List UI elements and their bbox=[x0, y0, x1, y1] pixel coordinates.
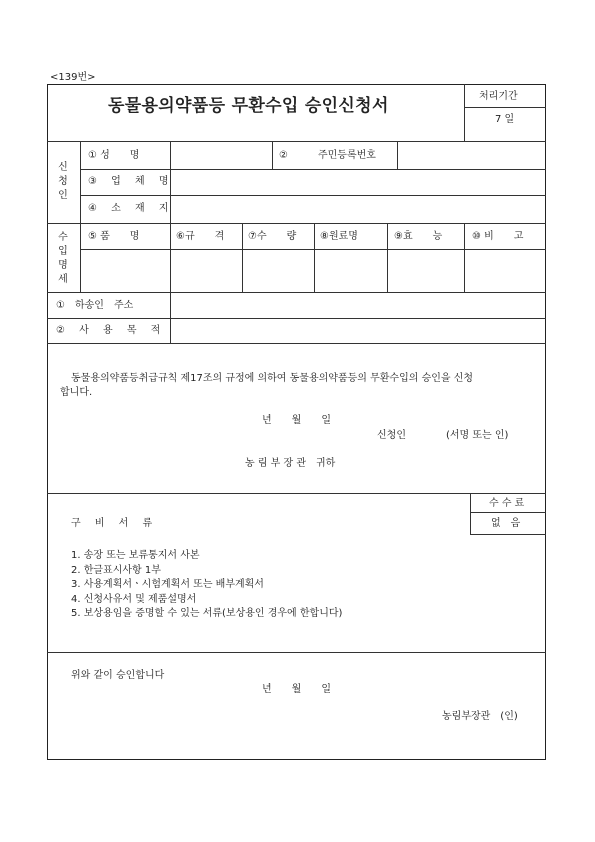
processing-period-value: 7 일 bbox=[495, 114, 515, 125]
resident-no-field[interactable] bbox=[398, 142, 545, 168]
approval-signer: 농림부장관 (인) bbox=[442, 711, 518, 722]
note-label: ⑩ 비 고 bbox=[472, 231, 524, 242]
processing-period-label: 처리기간 bbox=[479, 91, 518, 102]
name-label: ① 성 명 bbox=[88, 150, 140, 161]
item-name-field[interactable] bbox=[81, 250, 169, 291]
effect-field[interactable] bbox=[388, 250, 463, 291]
consignor-address-field[interactable] bbox=[171, 293, 545, 317]
company-field[interactable] bbox=[171, 170, 545, 194]
applicant-side-label: 신청인 bbox=[58, 162, 68, 201]
import-detail-side-label: 수입명세 bbox=[58, 232, 68, 285]
document-item: 1. 송장 또는 보류통지서 사본 bbox=[71, 550, 200, 561]
quantity-field[interactable] bbox=[243, 250, 313, 291]
effect-label: ⑨효 능 bbox=[394, 231, 443, 242]
page-title: 동물용의약품등 무환수입 승인신청서 bbox=[108, 96, 389, 116]
material-field[interactable] bbox=[315, 250, 386, 291]
addressee: 농 림 부 장 관 귀하 bbox=[245, 458, 336, 469]
company-label: ③ 업 체 명 bbox=[88, 176, 174, 187]
purpose-label: ② 사 용 목 적 bbox=[56, 325, 166, 336]
document-item: 5. 보상용임을 증명할 수 있는 서류(보상용인 경우에 한합니다) bbox=[71, 608, 343, 619]
name-field[interactable] bbox=[171, 142, 271, 168]
document-item: 3. 사용계획서ㆍ시험계획서 또는 배부계획서 bbox=[71, 579, 264, 590]
consignor-address-label: ① 하송인 주소 bbox=[56, 300, 134, 311]
statement-line2: 합니다. bbox=[60, 387, 93, 398]
note-field[interactable] bbox=[465, 250, 545, 291]
spec-label: ⑥규 격 bbox=[176, 231, 225, 242]
fee-label: 수 수 료 bbox=[489, 498, 525, 509]
statement-date: 년 월 일 bbox=[262, 415, 331, 426]
approval-date: 년 월 일 bbox=[262, 684, 331, 695]
document-item: 4. 신청사유서 및 제품설명서 bbox=[71, 594, 197, 605]
material-label: ⑧원료명 bbox=[320, 231, 358, 242]
approval-text: 위와 같이 승인합니다 bbox=[71, 670, 165, 681]
quantity-label: ⑦수 량 bbox=[248, 231, 297, 242]
fee-value: 없 음 bbox=[491, 518, 521, 529]
address-label: ④ 소 재 지 bbox=[88, 203, 174, 214]
spec-field[interactable] bbox=[171, 250, 241, 291]
statement-line1: 동물용의약품등취급규칙 제17조의 규정에 의하여 동물용의약품등의 무환수입의 승인을 신청 bbox=[71, 373, 474, 384]
form-number: <139번> bbox=[50, 72, 96, 83]
address-field[interactable] bbox=[171, 196, 545, 222]
applicant-signature: 신청인 (서명 또는 인) bbox=[377, 430, 509, 441]
document-item: 2. 한글표시사항 1부 bbox=[71, 565, 161, 576]
resident-no-label: ② 주민등록번호 bbox=[279, 150, 376, 161]
documents-title: 구 비 서 류 bbox=[71, 518, 158, 529]
item-name-label: ⑤ 품 명 bbox=[88, 231, 140, 242]
purpose-field[interactable] bbox=[171, 319, 545, 342]
